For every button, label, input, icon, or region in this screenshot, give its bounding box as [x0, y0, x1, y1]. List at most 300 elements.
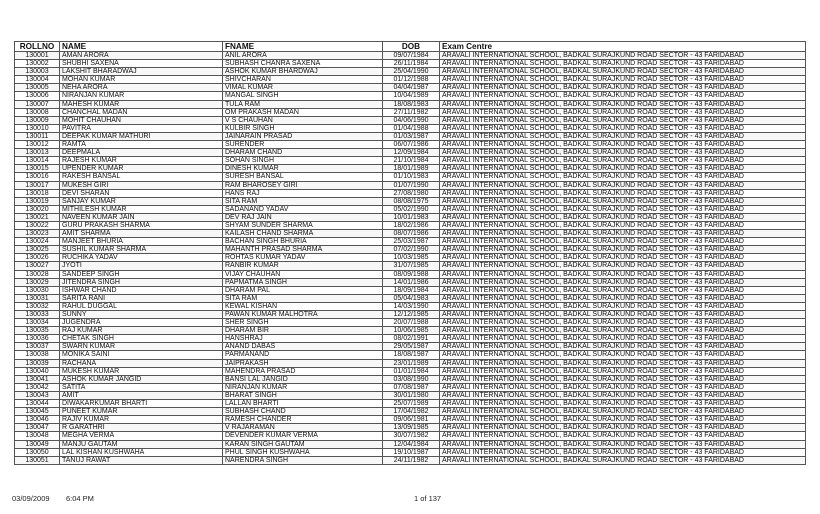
table-row	[15, 116, 806, 124]
cell-name: SWARN KUMAR	[60, 343, 223, 351]
cell-dob: 25/03/1987	[383, 238, 440, 246]
cell-dob: 04/06/1990	[383, 116, 440, 124]
cell-name: MOHAN KUMAR	[60, 76, 223, 84]
cell-name: DIWAKARKUMAR BHARTI	[60, 400, 223, 408]
cell-rollno: 130002	[15, 60, 60, 68]
cell-fname: BANSI LAL JANGID	[223, 375, 383, 383]
cell-rollno: 130046	[15, 416, 60, 424]
cell-exam-centre: ARAVALI INTERNATIONAL SCHOOL, BADKAL SURAJKUND ROAD SECTOR - 43 FARIDABAD	[440, 383, 806, 391]
cell-rollno: 130027	[15, 262, 60, 270]
table-row	[15, 359, 806, 367]
cell-name: DEVI SHARAN	[60, 189, 223, 197]
page-number: 1 of 137	[414, 494, 442, 503]
cell-rollno: 130038	[15, 351, 60, 359]
cell-name: CHETAK SINGH	[60, 335, 223, 343]
cell-exam-centre: ARAVALI INTERNATIONAL SCHOOL, BADKAL SURAJKUND ROAD SECTOR - 43 FARIDABAD	[440, 116, 806, 124]
cell-rollno: 130015	[15, 165, 60, 173]
cell-name: DEEPMALA	[60, 149, 223, 157]
cell-exam-centre: ARAVALI INTERNATIONAL SCHOOL, BADKAL SURAJKUND ROAD SECTOR - 43 FARIDABAD	[440, 319, 806, 327]
cell-fname: KARAN SINGH GAUTAM	[223, 440, 383, 448]
cell-dob: 12/09/1984	[383, 149, 440, 157]
table-row	[15, 294, 806, 302]
cell-exam-centre: ARAVALI INTERNATIONAL SCHOOL, BADKAL SURAJKUND ROAD SECTOR - 43 FARIDABAD	[440, 456, 806, 464]
cell-fname: SURESH BANSAL	[223, 173, 383, 181]
table-row	[15, 221, 806, 229]
table-row	[15, 100, 806, 108]
cell-name: PAVITRA	[60, 124, 223, 132]
cell-exam-centre: ARAVALI INTERNATIONAL SCHOOL, BADKAL SURAJKUND ROAD SECTOR - 43 FARIDABAD	[440, 440, 806, 448]
cell-fname: MAHANTH PRASAD SHARMA	[223, 246, 383, 254]
cell-rollno: 130047	[15, 424, 60, 432]
cell-name: UPENDER KUMAR	[60, 165, 223, 173]
cell-name: RUCHIKA YADAV	[60, 254, 223, 262]
table-row	[15, 197, 806, 205]
cell-dob: 08/07/1986	[383, 230, 440, 238]
cell-name: SANDEEP SINGH	[60, 270, 223, 278]
cell-name: SHUBHI SAXENA	[60, 60, 223, 68]
header-rollno: ROLLNO	[15, 42, 60, 52]
cell-fname: SUBHASH CHAND	[223, 408, 383, 416]
table-body	[15, 52, 806, 465]
cell-dob: 30/07/1982	[383, 432, 440, 440]
cell-exam-centre: ARAVALI INTERNATIONAL SCHOOL, BADKAL SURAJKUND ROAD SECTOR - 43 FARIDABAD	[440, 84, 806, 92]
cell-fname: KULBIR SINGH	[223, 124, 383, 132]
cell-rollno: 130036	[15, 335, 60, 343]
cell-exam-centre: ARAVALI INTERNATIONAL SCHOOL, BADKAL SURAJKUND ROAD SECTOR - 43 FARIDABAD	[440, 432, 806, 440]
cell-dob: 31/07/1985	[383, 262, 440, 270]
table-row	[15, 448, 806, 456]
cell-fname: KEWAL KISHAN	[223, 302, 383, 310]
table-row	[15, 68, 806, 76]
cell-fname: PHUL SINGH KUSHWAHA	[223, 448, 383, 456]
table-row	[15, 181, 806, 189]
table-row	[15, 173, 806, 181]
cell-fname: SHYAM SUNDER SHARMA	[223, 221, 383, 229]
cell-dob: 30/01/1980	[383, 391, 440, 399]
table-row	[15, 230, 806, 238]
cell-fname: DEVENDER KUMAR VERMA	[223, 432, 383, 440]
cell-dob: 10/04/1989	[383, 92, 440, 100]
cell-exam-centre: ARAVALI INTERNATIONAL SCHOOL, BADKAL SURAJKUND ROAD SECTOR - 43 FARIDABAD	[440, 68, 806, 76]
cell-rollno: 130045	[15, 408, 60, 416]
table-row	[15, 343, 806, 351]
cell-exam-centre: ARAVALI INTERNATIONAL SCHOOL, BADKAL SURAJKUND ROAD SECTOR - 43 FARIDABAD	[440, 391, 806, 399]
cell-rollno: 130024	[15, 238, 60, 246]
cell-exam-centre: ARAVALI INTERNATIONAL SCHOOL, BADKAL SURAJKUND ROAD SECTOR - 43 FARIDABAD	[440, 246, 806, 254]
cell-name: AMAN ARORA	[60, 52, 223, 60]
cell-exam-centre: ARAVALI INTERNATIONAL SCHOOL, BADKAL SURAJKUND ROAD SECTOR - 43 FARIDABAD	[440, 100, 806, 108]
cell-exam-centre: ARAVALI INTERNATIONAL SCHOOL, BADKAL SURAJKUND ROAD SECTOR - 43 FARIDABAD	[440, 189, 806, 197]
cell-name: MEGHA VERMA	[60, 432, 223, 440]
cell-rollno: 130025	[15, 246, 60, 254]
table-row	[15, 351, 806, 359]
cell-exam-centre: ARAVALI INTERNATIONAL SCHOOL, BADKAL SURAJKUND ROAD SECTOR - 43 FARIDABAD	[440, 173, 806, 181]
cell-exam-centre: ARAVALI INTERNATIONAL SCHOOL, BADKAL SURAJKUND ROAD SECTOR - 43 FARIDABAD	[440, 294, 806, 302]
cell-name: RAJIV KUMAR	[60, 416, 223, 424]
cell-dob: 08/08/1975	[383, 197, 440, 205]
cell-dob: 04/04/1987	[383, 84, 440, 92]
table-row	[15, 270, 806, 278]
cell-name: R GARATHRI	[60, 424, 223, 432]
cell-fname: V RAJARAMAN	[223, 424, 383, 432]
cell-name: MITHILESH KUMAR	[60, 205, 223, 213]
cell-exam-centre: ARAVALI INTERNATIONAL SCHOOL, BADKAL SURAJKUND ROAD SECTOR - 43 FARIDABAD	[440, 367, 806, 375]
cell-name: ASHOK KUMAR JANGID	[60, 375, 223, 383]
cell-dob: 26/11/1984	[383, 60, 440, 68]
cell-dob: 27/11/1982	[383, 108, 440, 116]
cell-name: MOHIT CHAUHAN	[60, 116, 223, 124]
cell-fname: DINESH KUMAR	[223, 165, 383, 173]
cell-fname: ANAND DABAS	[223, 343, 383, 351]
cell-name: LAL KISHAN KUSHWAHA	[60, 448, 223, 456]
cell-fname: TULA RAM	[223, 100, 383, 108]
cell-name: SANJAY KUMAR	[60, 197, 223, 205]
cell-rollno: 130031	[15, 294, 60, 302]
table-row	[15, 157, 806, 165]
header-dob: DOB	[383, 42, 440, 52]
cell-exam-centre: ARAVALI INTERNATIONAL SCHOOL, BADKAL SURAJKUND ROAD SECTOR - 43 FARIDABAD	[440, 424, 806, 432]
cell-fname: RAMESH CHANDER	[223, 416, 383, 424]
cell-rollno: 130032	[15, 302, 60, 310]
cell-dob: 01/01/1984	[383, 367, 440, 375]
cell-rollno: 130023	[15, 230, 60, 238]
table-row	[15, 327, 806, 335]
cell-dob: 08/09/1988	[383, 270, 440, 278]
header-name: NAME	[60, 42, 223, 52]
cell-dob: 25/07/1989	[383, 400, 440, 408]
cell-exam-centre: ARAVALI INTERNATIONAL SCHOOL, BADKAL SURAJKUND ROAD SECTOR - 43 FARIDABAD	[440, 149, 806, 157]
cell-fname: SHER SINGH	[223, 319, 383, 327]
table-row	[15, 238, 806, 246]
cell-dob: 01/12/1988	[383, 76, 440, 84]
cell-name: SATITA	[60, 383, 223, 391]
cell-exam-centre: ARAVALI INTERNATIONAL SCHOOL, BADKAL SURAJKUND ROAD SECTOR - 43 FARIDABAD	[440, 165, 806, 173]
cell-rollno: 130012	[15, 141, 60, 149]
cell-rollno: 130041	[15, 375, 60, 383]
cell-dob: 06/07/1986	[383, 141, 440, 149]
cell-fname: MANGAL SINGH	[223, 92, 383, 100]
cell-name: MAHESH KUMAR	[60, 100, 223, 108]
cell-name: LAKSHIT BHARADWAJ	[60, 68, 223, 76]
cell-dob: 21/10/1984	[383, 157, 440, 165]
cell-name: JITENDRA SINGH	[60, 278, 223, 286]
table-row	[15, 132, 806, 140]
cell-rollno: 130040	[15, 367, 60, 375]
cell-dob: 01/07/1990	[383, 181, 440, 189]
cell-name: SARITA RANI	[60, 294, 223, 302]
cell-rollno: 130048	[15, 432, 60, 440]
cell-name: MUKESH KUMAR	[60, 367, 223, 375]
header-exam-centre: Exam Centre	[440, 42, 806, 52]
cell-rollno: 130013	[15, 149, 60, 157]
table-row	[15, 367, 806, 375]
cell-fname: PAPMATMA SINGH	[223, 278, 383, 286]
cell-fname: JAINARAIN PRASAD	[223, 132, 383, 140]
cell-name: ISHWAR CHAND	[60, 286, 223, 294]
table-header	[15, 42, 806, 52]
cell-rollno: 130051	[15, 456, 60, 464]
cell-fname: VIMAL KUMAR	[223, 84, 383, 92]
cell-dob: 18/02/1986	[383, 221, 440, 229]
table-row	[15, 286, 806, 294]
cell-name: RAJESH KUMAR	[60, 157, 223, 165]
cell-dob: 12/04/1984	[383, 440, 440, 448]
cell-name: RAHUL DUGGAL	[60, 302, 223, 310]
table-row	[15, 383, 806, 391]
table-row	[15, 440, 806, 448]
cell-rollno: 130050	[15, 448, 60, 456]
cell-fname: SITA RAM	[223, 197, 383, 205]
cell-rollno: 130037	[15, 343, 60, 351]
cell-rollno: 130011	[15, 132, 60, 140]
cell-rollno: 130049	[15, 440, 60, 448]
cell-name: RAJ KUMAR	[60, 327, 223, 335]
table-row	[15, 246, 806, 254]
cell-rollno: 130029	[15, 278, 60, 286]
cell-name: AMIT	[60, 391, 223, 399]
print-time: 6:04 PM	[66, 494, 94, 503]
table-row	[15, 213, 806, 221]
cell-fname: LALLAN BHARTI	[223, 400, 383, 408]
header-row	[15, 42, 806, 52]
cell-exam-centre: ARAVALI INTERNATIONAL SCHOOL, BADKAL SURAJKUND ROAD SECTOR - 43 FARIDABAD	[440, 213, 806, 221]
cell-rollno: 130016	[15, 173, 60, 181]
cell-fname: PARMANAND	[223, 351, 383, 359]
table-row	[15, 400, 806, 408]
cell-dob: 25/04/1990	[383, 68, 440, 76]
cell-exam-centre: ARAVALI INTERNATIONAL SCHOOL, BADKAL SURAJKUND ROAD SECTOR - 43 FARIDABAD	[440, 60, 806, 68]
table-row	[15, 84, 806, 92]
cell-exam-centre: ARAVALI INTERNATIONAL SCHOOL, BADKAL SURAJKUND ROAD SECTOR - 43 FARIDABAD	[440, 141, 806, 149]
table-row	[15, 335, 806, 343]
cell-name: RAMTA	[60, 141, 223, 149]
cell-name: NIRANJAN KUMAR	[60, 92, 223, 100]
table-row	[15, 108, 806, 116]
cell-dob: 10/01/1983	[383, 213, 440, 221]
cell-exam-centre: ARAVALI INTERNATIONAL SCHOOL, BADKAL SURAJKUND ROAD SECTOR - 43 FARIDABAD	[440, 448, 806, 456]
cell-exam-centre: ARAVALI INTERNATIONAL SCHOOL, BADKAL SURAJKUND ROAD SECTOR - 43 FARIDABAD	[440, 286, 806, 294]
roll-table	[14, 41, 806, 465]
cell-dob: 01/04/1988	[383, 124, 440, 132]
cell-exam-centre: ARAVALI INTERNATIONAL SCHOOL, BADKAL SURAJKUND ROAD SECTOR - 43 FARIDABAD	[440, 311, 806, 319]
cell-exam-centre: ARAVALI INTERNATIONAL SCHOOL, BADKAL SURAJKUND ROAD SECTOR - 43 FARIDABAD	[440, 327, 806, 335]
cell-rollno: 130044	[15, 400, 60, 408]
cell-exam-centre: ARAVALI INTERNATIONAL SCHOOL, BADKAL SURAJKUND ROAD SECTOR - 43 FARIDABAD	[440, 230, 806, 238]
table-row	[15, 149, 806, 157]
cell-name: NEHA ARORA	[60, 84, 223, 92]
cell-exam-centre: ARAVALI INTERNATIONAL SCHOOL, BADKAL SURAJKUND ROAD SECTOR - 43 FARIDABAD	[440, 205, 806, 213]
cell-fname: NARENDRA SINGH	[223, 456, 383, 464]
table-row	[15, 76, 806, 84]
cell-dob: 29/05/1987	[383, 343, 440, 351]
cell-exam-centre: ARAVALI INTERNATIONAL SCHOOL, BADKAL SURAJKUND ROAD SECTOR - 43 FARIDABAD	[440, 278, 806, 286]
cell-name: JUGENDRA	[60, 319, 223, 327]
table-row	[15, 189, 806, 197]
cell-dob: 07/08/1987	[383, 383, 440, 391]
table-row	[15, 165, 806, 173]
table-row	[15, 52, 806, 60]
cell-exam-centre: ARAVALI INTERNATIONAL SCHOOL, BADKAL SURAJKUND ROAD SECTOR - 43 FARIDABAD	[440, 359, 806, 367]
cell-fname: HANS RAJ	[223, 189, 383, 197]
table-row	[15, 408, 806, 416]
cell-fname: DHARAM BIR	[223, 327, 383, 335]
cell-exam-centre: ARAVALI INTERNATIONAL SCHOOL, BADKAL SURAJKUND ROAD SECTOR - 43 FARIDABAD	[440, 375, 806, 383]
cell-exam-centre: ARAVALI INTERNATIONAL SCHOOL, BADKAL SURAJKUND ROAD SECTOR - 43 FARIDABAD	[440, 238, 806, 246]
table-row	[15, 424, 806, 432]
cell-dob: 17/04/1982	[383, 408, 440, 416]
cell-fname: JAIPRAKASH	[223, 359, 383, 367]
cell-dob: 05/04/1983	[383, 294, 440, 302]
cell-fname: NIRANJAN KUMAR	[223, 383, 383, 391]
cell-exam-centre: ARAVALI INTERNATIONAL SCHOOL, BADKAL SURAJKUND ROAD SECTOR - 43 FARIDABAD	[440, 52, 806, 60]
table-row	[15, 456, 806, 464]
cell-name: AMIT SHARMA	[60, 230, 223, 238]
cell-name: MANJU GAUTAM	[60, 440, 223, 448]
table-row	[15, 141, 806, 149]
cell-fname: VIJAY CHAUHAN	[223, 270, 383, 278]
cell-dob: 08/02/1991	[383, 335, 440, 343]
cell-rollno: 130042	[15, 383, 60, 391]
cell-exam-centre: ARAVALI INTERNATIONAL SCHOOL, BADKAL SURAJKUND ROAD SECTOR - 43 FARIDABAD	[440, 335, 806, 343]
cell-exam-centre: ARAVALI INTERNATIONAL SCHOOL, BADKAL SURAJKUND ROAD SECTOR - 43 FARIDABAD	[440, 197, 806, 205]
cell-dob: 23/01/1989	[383, 359, 440, 367]
cell-dob: 18/08/1983	[383, 100, 440, 108]
cell-name: MANJEET BHURIA	[60, 238, 223, 246]
cell-name: MONIKA SAINI	[60, 351, 223, 359]
cell-rollno: 130005	[15, 84, 60, 92]
table-row	[15, 416, 806, 424]
cell-fname: SITA RAM	[223, 294, 383, 302]
cell-rollno: 130018	[15, 189, 60, 197]
cell-fname: SHIVCHARAN	[223, 76, 383, 84]
cell-rollno: 130020	[15, 205, 60, 213]
cell-exam-centre: ARAVALI INTERNATIONAL SCHOOL, BADKAL SURAJKUND ROAD SECTOR - 43 FARIDABAD	[440, 262, 806, 270]
cell-exam-centre: ARAVALI INTERNATIONAL SCHOOL, BADKAL SURAJKUND ROAD SECTOR - 43 FARIDABAD	[440, 254, 806, 262]
cell-exam-centre: ARAVALI INTERNATIONAL SCHOOL, BADKAL SURAJKUND ROAD SECTOR - 43 FARIDABAD	[440, 124, 806, 132]
table-row	[15, 302, 806, 310]
cell-name: DEEPAK KUMAR MATHURI	[60, 132, 223, 140]
cell-rollno: 130008	[15, 108, 60, 116]
cell-exam-centre: ARAVALI INTERNATIONAL SCHOOL, BADKAL SURAJKUND ROAD SECTOR - 43 FARIDABAD	[440, 343, 806, 351]
cell-rollno: 130010	[15, 124, 60, 132]
table-row	[15, 205, 806, 213]
cell-fname: ROHTAS KUMAR YADAV	[223, 254, 383, 262]
table-row	[15, 254, 806, 262]
cell-rollno: 130014	[15, 157, 60, 165]
print-date: 03/09/2009	[12, 494, 50, 503]
cell-dob: 13/09/1985	[383, 424, 440, 432]
cell-fname: SOHAN SINGH	[223, 157, 383, 165]
cell-name: TANUJ RAWAT	[60, 456, 223, 464]
cell-rollno: 130022	[15, 221, 60, 229]
cell-dob: 01/03/1987	[383, 132, 440, 140]
cell-name: PUNEET KUMAR	[60, 408, 223, 416]
cell-exam-centre: ARAVALI INTERNATIONAL SCHOOL, BADKAL SURAJKUND ROAD SECTOR - 43 FARIDABAD	[440, 302, 806, 310]
table-row	[15, 124, 806, 132]
cell-dob: 18/08/1987	[383, 351, 440, 359]
cell-fname: DHARAM PAL	[223, 286, 383, 294]
cell-dob: 19/10/1987	[383, 448, 440, 456]
cell-exam-centre: ARAVALI INTERNATIONAL SCHOOL, BADKAL SURAJKUND ROAD SECTOR - 43 FARIDABAD	[440, 221, 806, 229]
table-row	[15, 278, 806, 286]
cell-dob: 12/12/1985	[383, 311, 440, 319]
cell-rollno: 130033	[15, 311, 60, 319]
cell-fname: V S CHAUHAN	[223, 116, 383, 124]
cell-fname: SADANAND YADAV	[223, 205, 383, 213]
cell-name: SUNNY	[60, 311, 223, 319]
table-row	[15, 311, 806, 319]
cell-exam-centre: ARAVALI INTERNATIONAL SCHOOL, BADKAL SURAJKUND ROAD SECTOR - 43 FARIDABAD	[440, 270, 806, 278]
cell-rollno: 130009	[15, 116, 60, 124]
cell-fname: MAHENDRA PRASAD	[223, 367, 383, 375]
cell-dob: 20/07/1988	[383, 319, 440, 327]
cell-name: GURU PRAKASH SHARMA	[60, 221, 223, 229]
table-row	[15, 375, 806, 383]
cell-dob: 03/08/1990	[383, 375, 440, 383]
cell-fname: BHARAT SINGH	[223, 391, 383, 399]
cell-exam-centre: ARAVALI INTERNATIONAL SCHOOL, BADKAL SURAJKUND ROAD SECTOR - 43 FARIDABAD	[440, 351, 806, 359]
table-row	[15, 262, 806, 270]
cell-exam-centre: ARAVALI INTERNATIONAL SCHOOL, BADKAL SURAJKUND ROAD SECTOR - 43 FARIDABAD	[440, 132, 806, 140]
cell-dob: 01/10/1983	[383, 173, 440, 181]
cell-rollno: 130026	[15, 254, 60, 262]
cell-rollno: 130001	[15, 52, 60, 60]
table-row	[15, 432, 806, 440]
cell-exam-centre: ARAVALI INTERNATIONAL SCHOOL, BADKAL SURAJKUND ROAD SECTOR - 43 FARIDABAD	[440, 400, 806, 408]
cell-fname: SUBHASH CHANRA SAXENA	[223, 60, 383, 68]
cell-rollno: 130007	[15, 100, 60, 108]
cell-dob: 10/06/1985	[383, 327, 440, 335]
cell-exam-centre: ARAVALI INTERNATIONAL SCHOOL, BADKAL SURAJKUND ROAD SECTOR - 43 FARIDABAD	[440, 76, 806, 84]
cell-fname: DHARAM CHAND	[223, 149, 383, 157]
cell-name: NAVEEN KUMAR JAIN	[60, 213, 223, 221]
cell-dob: 10/03/1985	[383, 254, 440, 262]
cell-fname: BACHAN SINGH BHURIA	[223, 238, 383, 246]
cell-name: SUSHIL KUMAR SHARMA	[60, 246, 223, 254]
cell-dob: 18/09/1984	[383, 286, 440, 294]
cell-rollno: 130034	[15, 319, 60, 327]
cell-rollno: 130039	[15, 359, 60, 367]
cell-exam-centre: ARAVALI INTERNATIONAL SCHOOL, BADKAL SURAJKUND ROAD SECTOR - 43 FARIDABAD	[440, 108, 806, 116]
cell-dob: 18/01/1989	[383, 165, 440, 173]
cell-rollno: 130030	[15, 286, 60, 294]
table-row	[15, 92, 806, 100]
header-fname: FNAME	[223, 42, 383, 52]
cell-fname: RAM BHAROSEY GIRI	[223, 181, 383, 189]
cell-fname: ASHOK KUMAR BHARDWAJ	[223, 68, 383, 76]
cell-rollno: 130017	[15, 181, 60, 189]
cell-exam-centre: ARAVALI INTERNATIONAL SCHOOL, BADKAL SURAJKUND ROAD SECTOR - 43 FARIDABAD	[440, 416, 806, 424]
cell-fname: RANBIR KUMAR	[223, 262, 383, 270]
cell-dob: 24/11/1982	[383, 456, 440, 464]
cell-name: RACHANA	[60, 359, 223, 367]
cell-fname: ANIL ARORA	[223, 52, 383, 60]
cell-dob: 14/01/1986	[383, 278, 440, 286]
cell-name: JYOTI	[60, 262, 223, 270]
cell-dob: 07/02/1990	[383, 246, 440, 254]
cell-rollno: 130003	[15, 68, 60, 76]
table-row	[15, 391, 806, 399]
cell-fname: OM PRAKASH MADAN	[223, 108, 383, 116]
cell-name: RAKESH BANSAL	[60, 173, 223, 181]
table-row	[15, 319, 806, 327]
cell-exam-centre: ARAVALI INTERNATIONAL SCHOOL, BADKAL SURAJKUND ROAD SECTOR - 43 FARIDABAD	[440, 408, 806, 416]
cell-exam-centre: ARAVALI INTERNATIONAL SCHOOL, BADKAL SURAJKUND ROAD SECTOR - 43 FARIDABAD	[440, 92, 806, 100]
cell-fname: PAWAN KUMAR MALHOTRA	[223, 311, 383, 319]
cell-dob: 09/06/1981	[383, 416, 440, 424]
cell-rollno: 130021	[15, 213, 60, 221]
cell-dob: 05/02/1990	[383, 205, 440, 213]
